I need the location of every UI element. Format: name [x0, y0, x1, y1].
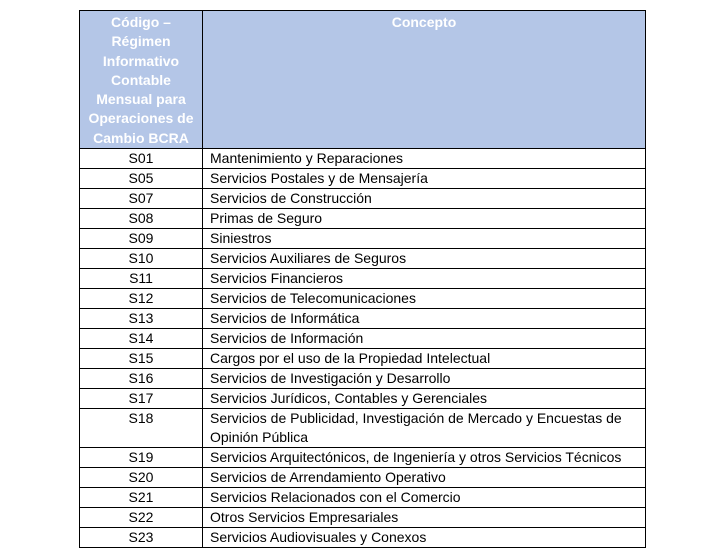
table-row: [80, 508, 646, 528]
services-code-table: [79, 10, 646, 548]
concept-cell: Servicios Relacionados con el Comercio: [203, 488, 646, 508]
code-cell: S07: [80, 189, 203, 209]
concept-cell: Servicios de Construcción: [203, 189, 646, 209]
table-row: [80, 189, 646, 209]
table-row: [80, 349, 646, 369]
code-cell: S12: [80, 289, 203, 309]
table-row: [80, 448, 646, 468]
concept-cell: Siniestros: [203, 229, 646, 249]
table-row: [80, 249, 646, 269]
code-cell: S05: [80, 169, 203, 189]
concept-cell: Servicios de Telecomunicaciones: [203, 289, 646, 309]
code-cell: S20: [80, 468, 203, 488]
code-cell: S22: [80, 508, 203, 528]
table-row: [80, 468, 646, 488]
code-cell: S18: [80, 409, 203, 448]
table-row: [80, 309, 646, 329]
code-cell: S23: [80, 528, 203, 548]
concept-cell: Servicios de Publicidad, Investigación de Mercado y Encuestas de Opinión Pública: [203, 409, 646, 448]
code-cell: S01: [80, 149, 203, 169]
code-cell: S09: [80, 229, 203, 249]
table-row: [80, 149, 646, 169]
table-row: [80, 289, 646, 309]
concept-cell: Servicios Audiovisuales y Conexos: [203, 528, 646, 548]
code-cell: S13: [80, 309, 203, 329]
code-cell: S17: [80, 389, 203, 409]
table-row: [80, 389, 646, 409]
table-body: [80, 149, 646, 548]
code-cell: S15: [80, 349, 203, 369]
concept-cell: Servicios Arquitectónicos, de Ingeniería y otros Servicios Técnicos: [203, 448, 646, 468]
concept-cell: Cargos por el uso de la Propiedad Intelectual: [203, 349, 646, 369]
concept-cell: Servicios Jurídicos, Contables y Gerenciales: [203, 389, 646, 409]
table-row: [80, 369, 646, 389]
table-row: [80, 269, 646, 289]
table-row: [80, 409, 646, 448]
code-cell: S10: [80, 249, 203, 269]
table-header-row: [80, 11, 646, 149]
table-row: [80, 488, 646, 508]
concept-cell: Servicios de Arrendamiento Operativo: [203, 468, 646, 488]
table-row: [80, 169, 646, 189]
concept-cell: Servicios Auxiliares de Seguros: [203, 249, 646, 269]
code-cell: S11: [80, 269, 203, 289]
code-column-header: Código – Régimen Informativo Contable Mensual para Operaciones de Cambio BCRA: [80, 11, 203, 149]
table-row: [80, 528, 646, 548]
code-cell: S14: [80, 329, 203, 349]
concept-cell: Mantenimiento y Reparaciones: [203, 149, 646, 169]
code-cell: S16: [80, 369, 203, 389]
concept-cell: Otros Servicios Empresariales: [203, 508, 646, 528]
code-cell: S21: [80, 488, 203, 508]
table-row: [80, 209, 646, 229]
concept-cell: Servicios Financieros: [203, 269, 646, 289]
concept-cell: Servicios de Informática: [203, 309, 646, 329]
concept-cell: Primas de Seguro: [203, 209, 646, 229]
concept-column-header: Concepto: [203, 11, 646, 149]
table-row: [80, 329, 646, 349]
concept-cell: Servicios Postales y de Mensajería: [203, 169, 646, 189]
code-cell: S08: [80, 209, 203, 229]
concept-cell: Servicios de Investigación y Desarrollo: [203, 369, 646, 389]
concept-cell: Servicios de Información: [203, 329, 646, 349]
code-cell: S19: [80, 448, 203, 468]
table-row: [80, 229, 646, 249]
